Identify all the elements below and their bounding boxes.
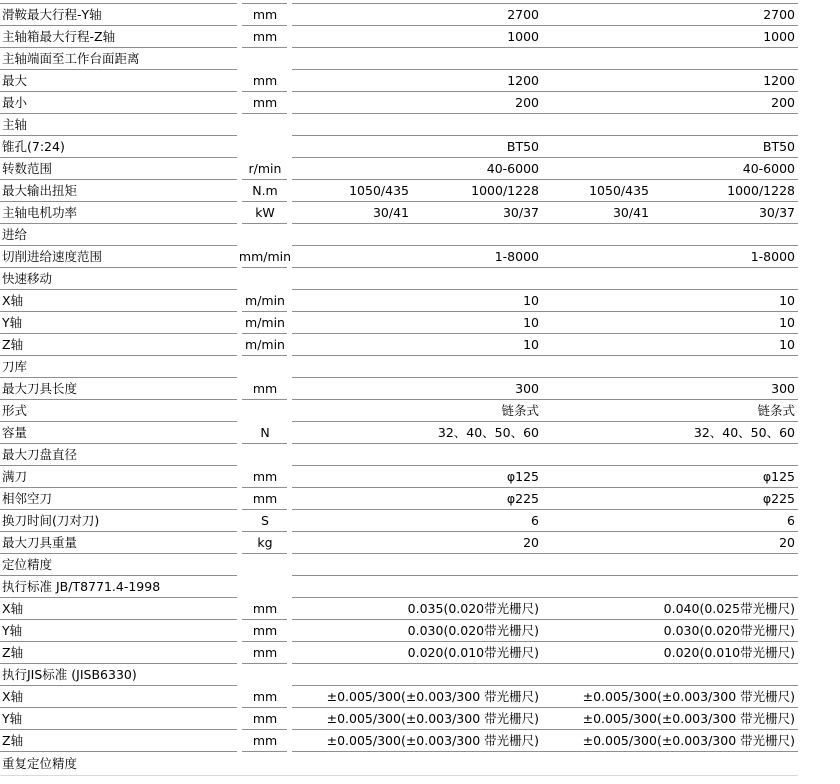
value-machine1-variant1: 1050/435 bbox=[349, 182, 409, 198]
value-machine1: ±0.005/300(±0.003/300 带光栅尺) bbox=[326, 711, 539, 726]
section-row bbox=[0, 553, 840, 575]
spec-label: X轴 bbox=[2, 293, 24, 308]
spec-label: Z轴 bbox=[2, 337, 24, 352]
value-machine1: ±0.005/300(±0.003/300 带光栅尺) bbox=[326, 733, 539, 748]
spec-label: Z轴 bbox=[2, 645, 24, 660]
bottom-divider-light bbox=[0, 775, 798, 776]
section-row bbox=[0, 751, 840, 775]
value-machine2: φ125 bbox=[762, 468, 795, 484]
unit-label: S bbox=[261, 512, 269, 528]
table-row bbox=[0, 311, 840, 333]
unit-label: mm bbox=[252, 94, 278, 110]
spec-label: 容量 bbox=[2, 425, 28, 440]
spec-label: 刀库 bbox=[2, 359, 28, 374]
value-machine1: 10 bbox=[523, 292, 539, 308]
table-row bbox=[0, 157, 840, 179]
spec-label: 换刀时间(刀对刀) bbox=[2, 513, 100, 528]
table-row bbox=[0, 201, 840, 223]
value-machine1: 32、40、50、60 bbox=[437, 425, 539, 440]
value-machine2: ±0.005/300(±0.003/300 带光栅尺) bbox=[582, 711, 795, 726]
unit-label: m/min bbox=[245, 314, 285, 330]
table-row bbox=[0, 377, 840, 399]
value-machine2: 1-8000 bbox=[750, 248, 795, 264]
table-row bbox=[0, 421, 840, 443]
unit-label: m/min bbox=[245, 336, 285, 352]
unit-label: N bbox=[260, 424, 270, 440]
value-machine1: φ225 bbox=[506, 490, 539, 506]
value-machine2: 32、40、50、60 bbox=[693, 425, 795, 440]
value-machine1: 40-6000 bbox=[486, 160, 539, 176]
value-machine1: 1200 bbox=[507, 72, 539, 88]
value-machine1: φ125 bbox=[506, 468, 539, 484]
spec-label: 执行JIS标准 (JISB6330) bbox=[2, 667, 137, 682]
value-machine2: 0.030(0.020带光栅尺) bbox=[663, 623, 795, 638]
unit-label: mm bbox=[252, 622, 278, 638]
table-row bbox=[0, 135, 840, 157]
value-machine2: 0.020(0.010带光栅尺) bbox=[663, 645, 795, 660]
table-row bbox=[0, 465, 840, 487]
table-row bbox=[0, 69, 840, 91]
section-row bbox=[0, 47, 840, 69]
value-machine2: 20 bbox=[779, 534, 795, 550]
spec-label: 重复定位精度 bbox=[2, 756, 78, 771]
section-row bbox=[0, 355, 840, 377]
spec-label: 转数范围 bbox=[2, 161, 53, 176]
spec-label: Y轴 bbox=[2, 315, 23, 330]
value-machine2-variant1: 1050/435 bbox=[589, 182, 649, 198]
spec-label: 主轴端面至工作台面距离 bbox=[2, 51, 140, 66]
table-row bbox=[0, 245, 840, 267]
spec-label: 最大刀具重量 bbox=[2, 535, 78, 550]
unit-label: m/min bbox=[245, 292, 285, 308]
unit-label: mm/min bbox=[238, 248, 292, 264]
value-machine1-variant1: 30/41 bbox=[372, 204, 409, 220]
section-row bbox=[0, 223, 840, 245]
value-machine1: 6 bbox=[531, 512, 539, 528]
value-machine1: 1000 bbox=[507, 28, 539, 44]
unit-label: mm bbox=[252, 490, 278, 506]
spec-label: 形式 bbox=[2, 403, 28, 418]
value-machine1: ±0.005/300(±0.003/300 带光栅尺) bbox=[326, 689, 539, 704]
value-machine2: 200 bbox=[771, 94, 795, 110]
value-machine2-variant1: 30/41 bbox=[612, 204, 649, 220]
value-machine2: ±0.005/300(±0.003/300 带光栅尺) bbox=[582, 733, 795, 748]
row-divider-values bbox=[292, 3, 798, 4]
value-machine1: 2700 bbox=[507, 6, 539, 22]
value-machine1: 0.035(0.020带光栅尺) bbox=[407, 601, 539, 616]
spec-label: 主轴 bbox=[2, 117, 28, 132]
spec-label: 满刀 bbox=[2, 469, 28, 484]
value-machine2: ±0.005/300(±0.003/300 带光栅尺) bbox=[582, 689, 795, 704]
table-row bbox=[0, 531, 840, 553]
unit-label: mm bbox=[252, 644, 278, 660]
value-machine2: 6 bbox=[787, 512, 795, 528]
row-divider-label bbox=[0, 3, 237, 4]
table-row bbox=[0, 685, 840, 707]
section-row bbox=[0, 443, 840, 465]
value-machine1: 1-8000 bbox=[494, 248, 539, 264]
table-row bbox=[0, 729, 840, 751]
unit-label: mm bbox=[252, 6, 278, 22]
spec-label: 最大 bbox=[2, 73, 28, 88]
unit-label: mm bbox=[252, 688, 278, 704]
spec-label: 最大刀盘直径 bbox=[2, 447, 78, 462]
spec-label: X轴 bbox=[2, 601, 24, 616]
unit-label: mm bbox=[252, 710, 278, 726]
table-row bbox=[0, 25, 840, 47]
value-machine2-variant2: 30/37 bbox=[758, 204, 795, 220]
unit-label: mm bbox=[252, 28, 278, 44]
spec-label: Z轴 bbox=[2, 733, 24, 748]
value-machine2-variant2: 1000/1228 bbox=[727, 182, 795, 198]
unit-label: mm bbox=[252, 468, 278, 484]
value-machine2: 10 bbox=[779, 336, 795, 352]
value-machine1-variant2: 1000/1228 bbox=[471, 182, 539, 198]
spec-label: 最小 bbox=[2, 95, 28, 110]
spec-label: 进给 bbox=[2, 227, 28, 242]
value-machine1-variant2: 30/37 bbox=[502, 204, 539, 220]
table-row bbox=[0, 3, 840, 25]
spec-label: Y轴 bbox=[2, 711, 23, 726]
unit-label: N.m bbox=[252, 182, 278, 198]
spec-label: 滑鞍最大行程-Y轴 bbox=[2, 7, 102, 22]
value-machine2: φ225 bbox=[762, 490, 795, 506]
value-machine2: 300 bbox=[771, 380, 795, 396]
table-row bbox=[0, 597, 840, 619]
spec-label: 定位精度 bbox=[2, 557, 53, 572]
spec-label: 快速移动 bbox=[2, 271, 53, 286]
spec-label: 锥孔(7:24) bbox=[2, 139, 65, 154]
unit-label: kg bbox=[257, 534, 273, 550]
row-divider-unit bbox=[242, 3, 287, 4]
spec-label: 最大刀具长度 bbox=[2, 381, 78, 396]
value-machine1: 200 bbox=[515, 94, 539, 110]
spec-label: 相邻空刀 bbox=[2, 491, 53, 506]
value-machine2: 10 bbox=[779, 314, 795, 330]
value-machine2: 1000 bbox=[763, 28, 795, 44]
spec-label: 执行标准 JB/T8771.4-1998 bbox=[2, 579, 161, 594]
value-machine2: 2700 bbox=[763, 6, 795, 22]
table-row bbox=[0, 179, 840, 201]
value-machine2: 10 bbox=[779, 292, 795, 308]
value-machine1: 20 bbox=[523, 534, 539, 550]
unit-label: mm bbox=[252, 732, 278, 748]
value-machine1: BT50 bbox=[506, 138, 539, 154]
value-machine2: 1200 bbox=[763, 72, 795, 88]
section-row bbox=[0, 113, 840, 135]
spec-label: 主轴箱最大行程-Z轴 bbox=[2, 29, 116, 44]
table-row bbox=[0, 487, 840, 509]
value-machine2: BT50 bbox=[762, 138, 795, 154]
table-row bbox=[0, 619, 840, 641]
table-row bbox=[0, 91, 840, 113]
table-row bbox=[0, 641, 840, 663]
value-machine2: 链条式 bbox=[757, 403, 795, 418]
section-row bbox=[0, 267, 840, 289]
unit-label: kW bbox=[255, 204, 275, 220]
table-row bbox=[0, 289, 840, 311]
table-row bbox=[0, 333, 840, 355]
unit-label: r/min bbox=[248, 160, 282, 176]
spec-label: X轴 bbox=[2, 689, 24, 704]
spec-label: 最大输出扭矩 bbox=[2, 183, 78, 198]
value-machine1: 300 bbox=[515, 380, 539, 396]
unit-label: mm bbox=[252, 600, 278, 616]
section-row bbox=[0, 663, 840, 685]
table-row bbox=[0, 707, 840, 729]
value-machine2: 0.040(0.025带光栅尺) bbox=[663, 601, 795, 616]
spec-label: 切削进给速度范围 bbox=[2, 249, 103, 264]
unit-label: mm bbox=[252, 72, 278, 88]
spec-label: Y轴 bbox=[2, 623, 23, 638]
value-machine1: 10 bbox=[523, 314, 539, 330]
value-machine1: 链条式 bbox=[501, 403, 539, 418]
spec-label: 主轴电机功率 bbox=[2, 205, 78, 220]
value-machine1: 0.020(0.010带光栅尺) bbox=[407, 645, 539, 660]
section-row bbox=[0, 575, 840, 597]
table-row bbox=[0, 399, 840, 421]
value-machine2: 40-6000 bbox=[742, 160, 795, 176]
unit-label: mm bbox=[252, 380, 278, 396]
value-machine1: 0.030(0.020带光栅尺) bbox=[407, 623, 539, 638]
value-machine1: 10 bbox=[523, 336, 539, 352]
table-row bbox=[0, 509, 840, 531]
